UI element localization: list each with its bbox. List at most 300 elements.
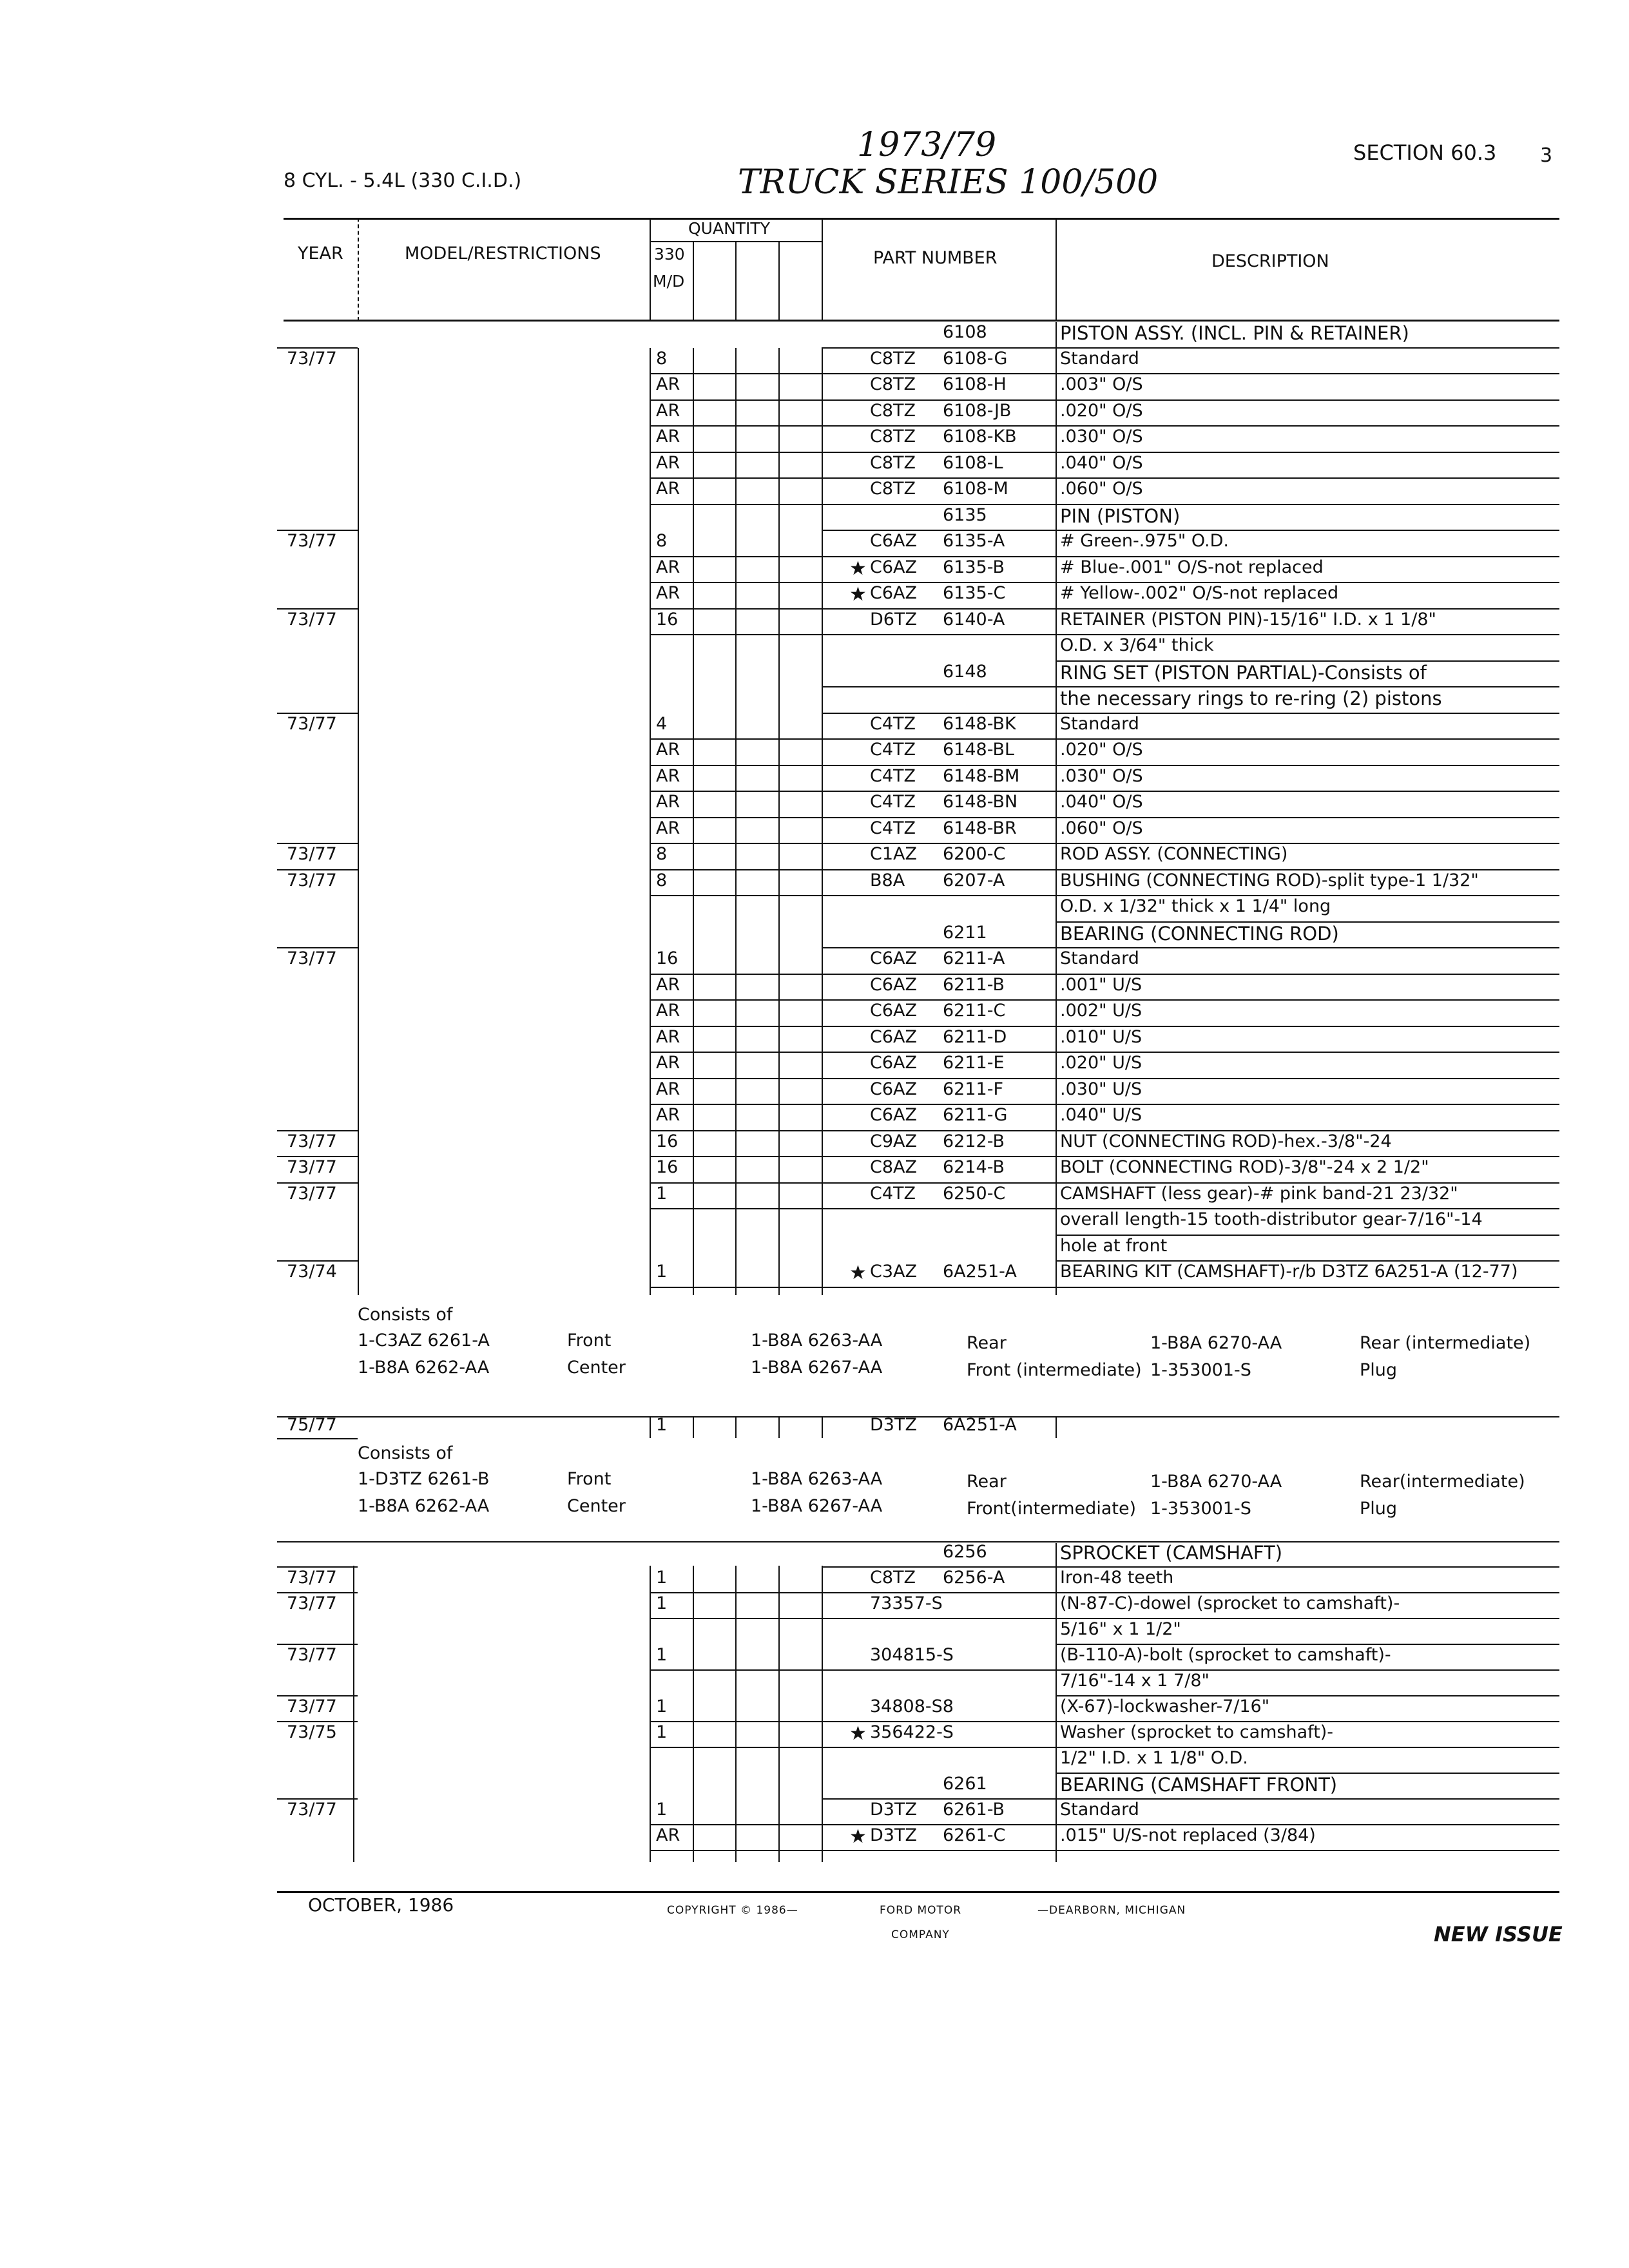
- footer-company-2: COMPANY: [891, 1928, 950, 1941]
- row-part-number: 6135-A: [943, 531, 1005, 551]
- table-row: [0, 1696, 1629, 1722]
- row-description: the necessary rings to re-ring (2) pistons: [1060, 687, 1442, 709]
- row-year: 73/77: [287, 1131, 337, 1151]
- kit-item: 1-D3TZ 6261-B: [358, 1469, 490, 1489]
- row-qty: 8: [656, 348, 668, 369]
- row-year: 73/77: [287, 1568, 337, 1588]
- row-description: .020" O/S: [1060, 400, 1143, 421]
- row-part-prefix: C6AZ: [870, 1053, 917, 1073]
- kit-item: 1-B8A 6267-AA: [751, 1496, 883, 1516]
- row-part-prefix: C4TZ: [870, 713, 916, 734]
- table-row: [0, 714, 1629, 740]
- row-part-number: 6108-M: [943, 479, 1008, 499]
- header-bottom-rule: [284, 320, 1559, 322]
- footer-company-1: FORD MOTOR: [880, 1904, 962, 1917]
- table-row: [0, 1209, 1629, 1235]
- page-title: TRUCK SERIES 100/500: [738, 163, 1159, 202]
- table-row: [0, 1001, 1629, 1026]
- table-row: [0, 975, 1629, 1001]
- row-part-number: 6211-F: [943, 1079, 1003, 1099]
- kit-item: Plug: [1360, 1499, 1398, 1519]
- row-part-prefix: D3TZ: [870, 1415, 917, 1435]
- row-part-prefix: C9AZ: [870, 1131, 917, 1151]
- kit-item: Rear: [967, 1333, 1007, 1353]
- table-row: [0, 374, 1629, 400]
- row-year: 73/77: [287, 1593, 337, 1613]
- row-part-prefix: 73357-S: [870, 1593, 943, 1613]
- row-part-number: 6261: [943, 1774, 987, 1794]
- table-top-rule: [284, 218, 1559, 220]
- table-row: [0, 1236, 1629, 1262]
- row-description: .003" O/S: [1060, 374, 1143, 394]
- row-part-prefix: 356422-S: [870, 1722, 954, 1742]
- row-description: (X-67)-lockwasher-7/16": [1060, 1696, 1270, 1716]
- row-part-prefix: C1AZ: [870, 844, 917, 864]
- qty-divider-left: [650, 218, 651, 321]
- row-part-number: 6108-G: [943, 348, 1008, 369]
- row-description: RING SET (PISTON PARTIAL)-Consists of: [1060, 661, 1427, 684]
- table-row: [0, 766, 1629, 792]
- row-qty: 1: [656, 1183, 668, 1204]
- table-row: [0, 1568, 1629, 1593]
- row-qty: AR: [656, 818, 680, 838]
- table-row: [0, 923, 1629, 948]
- row-part-prefix: C6AZ: [870, 1079, 917, 1099]
- year-rule: [277, 869, 358, 870]
- row-description: .040" O/S: [1060, 452, 1143, 473]
- row-qty: 16: [656, 1157, 679, 1177]
- table-row: [0, 583, 1629, 609]
- row-qty: 1: [656, 1645, 668, 1665]
- row-part-prefix: C4TZ: [870, 818, 916, 838]
- row-year: 73/74: [287, 1262, 337, 1282]
- kit-item: Plug: [1360, 1360, 1398, 1380]
- model-years: 1973/79: [857, 126, 997, 164]
- row-qty: AR: [656, 427, 680, 447]
- row-description: # Green-.975" O.D.: [1060, 531, 1229, 551]
- col-qty-330: 330: [654, 245, 685, 264]
- row-part-number: 6211-G: [943, 1105, 1008, 1125]
- row-description: .002" U/S: [1060, 1001, 1142, 1021]
- row-year: 73/77: [287, 1800, 337, 1820]
- engine-label: 8 CYL. - 5.4L (330 C.I.D.): [284, 169, 522, 192]
- row-part-number: 6148-BL: [943, 740, 1015, 760]
- row-part-number: 6256-A: [943, 1568, 1005, 1588]
- row-qty: AR: [656, 740, 680, 760]
- row-part-prefix: C6AZ: [870, 1026, 917, 1047]
- row-description: PIN (PISTON): [1060, 505, 1181, 527]
- row-part-number: 6211-D: [943, 1026, 1007, 1047]
- kit1-consists: Consists of: [358, 1305, 453, 1325]
- row-rule: [650, 1287, 1559, 1288]
- kit-item: Rear (intermediate): [1360, 1333, 1531, 1353]
- row-description: Iron-48 teeth: [1060, 1568, 1174, 1588]
- year-rule: [277, 1695, 358, 1696]
- row-part-number: 6211-E: [943, 1053, 1005, 1073]
- row-star: ★: [849, 1825, 867, 1848]
- row-part-number: 6A251-A: [943, 1415, 1017, 1435]
- kit-item: 1-353001-S: [1150, 1499, 1251, 1519]
- row-part-prefix: C6AZ: [870, 583, 917, 603]
- table-row: [0, 1671, 1629, 1696]
- row-description: 5/16" x 1 1/2": [1060, 1619, 1181, 1639]
- row-description: .020" O/S: [1060, 740, 1143, 760]
- row-description: .040" O/S: [1060, 792, 1143, 812]
- row-part-number: 6256: [943, 1542, 987, 1562]
- row-part-prefix: C6AZ: [870, 948, 917, 968]
- year-rule: [277, 843, 358, 844]
- kit-item: Rear(intermediate): [1360, 1472, 1525, 1492]
- row-part-number: 6211: [943, 922, 987, 943]
- row-qty: AR: [656, 765, 680, 786]
- table-row: [0, 1157, 1629, 1183]
- table-row: [0, 818, 1629, 844]
- table-row: [0, 1645, 1629, 1671]
- qty-col-line: [735, 241, 737, 320]
- row-part-number: 6211-C: [943, 1001, 1006, 1021]
- row-description: Washer (sprocket to camshaft)-: [1060, 1722, 1334, 1742]
- row-part-prefix: C6AZ: [870, 531, 917, 551]
- kit-item: 1-B8A 6262-AA: [358, 1358, 490, 1378]
- row-part-number: 6135: [943, 505, 987, 525]
- row-year: 73/77: [287, 870, 337, 890]
- table-row: [0, 479, 1629, 505]
- row-qty: AR: [656, 792, 680, 812]
- table-row: [0, 1619, 1629, 1645]
- row-year: 73/77: [287, 1645, 337, 1665]
- row-qty: AR: [656, 1105, 680, 1125]
- row-part-prefix: C4TZ: [870, 765, 916, 786]
- row-description: .060" O/S: [1060, 818, 1143, 838]
- row-part-prefix: B8A: [870, 870, 905, 890]
- row-year: 73/77: [287, 713, 337, 734]
- row-part-prefix: C8TZ: [870, 374, 916, 394]
- row-part-prefix: C6AZ: [870, 1001, 917, 1021]
- table-row: [0, 427, 1629, 452]
- kit-item: 1-B8A 6270-AA: [1150, 1333, 1282, 1353]
- row-qty: 1: [656, 1696, 668, 1716]
- row-part-prefix: D3TZ: [870, 1800, 917, 1820]
- kit-item: 1-B8A 6263-AA: [751, 1469, 883, 1489]
- table-row: [0, 1748, 1629, 1774]
- row-part-number: 6108-JB: [943, 400, 1012, 421]
- row-year: 73/77: [287, 1696, 337, 1716]
- footer-copyright: COPYRIGHT © 1986—: [667, 1904, 798, 1917]
- row-qty: 8: [656, 844, 668, 864]
- footer-date: OCTOBER, 1986: [308, 1894, 454, 1916]
- row-part-prefix: C6AZ: [870, 557, 917, 577]
- row-qty: 1: [656, 1722, 668, 1742]
- kit-item: Front: [567, 1469, 612, 1489]
- row-part-prefix: C4TZ: [870, 1183, 916, 1204]
- year-rule: [277, 608, 358, 610]
- row-description: .030" O/S: [1060, 427, 1143, 447]
- row-qty: AR: [656, 1825, 680, 1845]
- row-description: NUT (CONNECTING ROD)-hex.-3/8"-24: [1060, 1131, 1392, 1151]
- year-rule: [277, 1156, 358, 1157]
- section-label: SECTION 60.3: [1353, 140, 1497, 165]
- row-part-prefix: C8TZ: [870, 400, 916, 421]
- kit-item: Front(intermediate): [967, 1499, 1137, 1519]
- row-qty: AR: [656, 400, 680, 421]
- page-number: 3: [1540, 144, 1553, 167]
- kit-item: 1-B8A 6262-AA: [358, 1496, 490, 1516]
- row-year: 73/77: [287, 531, 337, 551]
- kit-item: 1-B8A 6263-AA: [751, 1331, 883, 1350]
- row-qty: AR: [656, 452, 680, 473]
- row-part-number: 6261-C: [943, 1825, 1006, 1845]
- year-rule: [277, 1182, 358, 1184]
- row-qty: 1: [656, 1262, 668, 1282]
- row-description: BEARING KIT (CAMSHAFT)-r/b D3TZ 6A251-A (12-77): [1060, 1262, 1518, 1282]
- row-qty: AR: [656, 557, 680, 577]
- row-year: 73/77: [287, 348, 337, 369]
- table-row: [0, 1184, 1629, 1209]
- row-part-number: 6108-L: [943, 452, 1003, 473]
- row-qty: 1: [656, 1568, 668, 1588]
- row-year: 73/77: [287, 1157, 337, 1177]
- year-rule: [277, 1260, 358, 1262]
- row-description: (B-110-A)-bolt (sprocket to camshaft)-: [1060, 1645, 1391, 1665]
- row-description: overall length-15 tooth-distributor gear-7/16"-14: [1060, 1209, 1483, 1229]
- table-row: [0, 1593, 1629, 1619]
- table-row: [0, 1415, 1629, 1441]
- row-description: .040" U/S: [1060, 1105, 1142, 1125]
- table-row: [0, 1131, 1629, 1157]
- row-star: ★: [849, 583, 867, 606]
- kit-item: Front: [567, 1331, 612, 1350]
- row-star: ★: [849, 1262, 867, 1284]
- kit-item: 1-353001-S: [1150, 1360, 1251, 1380]
- table-row: [0, 1079, 1629, 1105]
- row-description: BEARING (CAMSHAFT FRONT): [1060, 1774, 1338, 1796]
- table-row: [0, 531, 1629, 557]
- row-part-prefix: C8AZ: [870, 1157, 917, 1177]
- table-row: [0, 1825, 1629, 1851]
- year-rule: [277, 347, 358, 349]
- row-qty: 16: [656, 948, 679, 968]
- table-row: [0, 1262, 1629, 1287]
- row-description: Standard: [1060, 1800, 1139, 1820]
- year-rule: [277, 530, 358, 531]
- row-description: RETAINER (PISTON PIN)-15/16" I.D. x 1 1/8": [1060, 609, 1436, 629]
- row-part-number: 6214-B: [943, 1157, 1005, 1177]
- kit-item: Center: [567, 1358, 626, 1378]
- row-qty: 16: [656, 1131, 679, 1151]
- row-qty: AR: [656, 1053, 680, 1073]
- year-rule: [277, 1566, 358, 1568]
- year-rule: [277, 1130, 358, 1131]
- table-row: [0, 610, 1629, 635]
- qty-col-line: [778, 241, 780, 320]
- row-part-prefix: D3TZ: [870, 1825, 917, 1845]
- row-part-prefix: D6TZ: [870, 609, 917, 629]
- row-description: Standard: [1060, 348, 1139, 369]
- row-description: CAMSHAFT (less gear)-# pink band-21 23/32": [1060, 1183, 1458, 1204]
- footer-location: —DEARBORN, MICHIGAN: [1037, 1904, 1186, 1917]
- row-part-prefix: C8TZ: [870, 427, 916, 447]
- row-part-prefix: C4TZ: [870, 792, 916, 812]
- col-qty-md: M/D: [653, 272, 685, 291]
- row-description: O.D. x 1/32" thick x 1 1/4" long: [1060, 896, 1331, 916]
- table-row: [0, 896, 1629, 922]
- row-qty: 1: [656, 1415, 668, 1435]
- table-row: [0, 792, 1629, 818]
- table-row: [0, 322, 1629, 348]
- row-qty: 1: [656, 1800, 668, 1820]
- year-divider: [358, 218, 359, 321]
- year-rule: [277, 1592, 358, 1593]
- row-qty: AR: [656, 1026, 680, 1047]
- row-part-number: 6108: [943, 322, 987, 342]
- issue-label: NEW ISSUE: [1434, 1922, 1563, 1946]
- row-part-prefix: C8TZ: [870, 1568, 916, 1588]
- row-star: ★: [849, 1722, 867, 1745]
- row-description: .060" O/S: [1060, 479, 1143, 499]
- row-year: 73/77: [287, 1183, 337, 1204]
- row-part-prefix: 304815-S: [870, 1645, 954, 1665]
- col-quantity: QUANTITY: [688, 219, 770, 238]
- year-rule: [277, 1644, 358, 1645]
- col-description: DESCRIPTION: [1211, 251, 1329, 271]
- row-qty: 8: [656, 870, 668, 890]
- table-row: [0, 505, 1629, 531]
- row-part-prefix: C8TZ: [870, 348, 916, 369]
- row-star: ★: [849, 557, 867, 580]
- row-year: 75/77: [287, 1415, 337, 1435]
- row-description: .015" U/S-not replaced (3/84): [1060, 1825, 1316, 1845]
- row-part-number: 6212-B: [943, 1131, 1005, 1151]
- kit2-consists: Consists of: [358, 1443, 453, 1463]
- table-row: [0, 1722, 1629, 1748]
- row-part-prefix: C4TZ: [870, 740, 916, 760]
- table-row: [0, 557, 1629, 583]
- year-rule: [277, 1798, 358, 1800]
- year-rule: [277, 713, 358, 714]
- row-description: .020" U/S: [1060, 1053, 1142, 1073]
- table-row: [0, 635, 1629, 661]
- row-part-number: 6108-H: [943, 374, 1007, 394]
- table-row: [0, 844, 1629, 870]
- qty-col-line: [693, 241, 694, 320]
- row-part-number: 6108-KB: [943, 427, 1017, 447]
- kit-item: Front (intermediate): [967, 1360, 1142, 1380]
- row-part-prefix: C8TZ: [870, 479, 916, 499]
- row-part-prefix: C8TZ: [870, 452, 916, 473]
- row-part-prefix: C6AZ: [870, 974, 917, 995]
- row-part-number: 6200-C: [943, 844, 1006, 864]
- table-row: [0, 948, 1629, 974]
- row-part-number: 6211-B: [943, 974, 1005, 995]
- table-row: [0, 1542, 1629, 1568]
- row-qty: 1: [656, 1593, 668, 1613]
- row-description: PISTON ASSY. (INCL. PIN & RETAINER): [1060, 322, 1409, 344]
- row-description: (N-87-C)-dowel (sprocket to camshaft)-: [1060, 1593, 1400, 1613]
- table-row: [0, 1105, 1629, 1131]
- row-description: Standard: [1060, 948, 1139, 968]
- table-row: [0, 453, 1629, 479]
- row-part-prefix: C6AZ: [870, 1105, 917, 1125]
- row-part-prefix: C3AZ: [870, 1262, 917, 1282]
- table-row: [0, 1774, 1629, 1800]
- row-part-number: 6261-B: [943, 1800, 1005, 1820]
- row-description: .001" U/S: [1060, 974, 1142, 995]
- row-part-number: 6135-B: [943, 557, 1005, 577]
- table-row: [0, 1027, 1629, 1053]
- row-qty: AR: [656, 479, 680, 499]
- row-description: 7/16"-14 x 1 7/8": [1060, 1671, 1210, 1691]
- row-year: 73/77: [287, 844, 337, 864]
- kit-item: 1-B8A 6270-AA: [1150, 1472, 1282, 1492]
- row-qty: 16: [656, 609, 679, 629]
- row-description: # Yellow-.002" O/S-not replaced: [1060, 583, 1339, 603]
- col-year: YEAR: [298, 244, 343, 264]
- table-row: [0, 349, 1629, 374]
- row-description: BEARING (CONNECTING ROD): [1060, 922, 1339, 945]
- kit-item: Center: [567, 1496, 626, 1516]
- col-part-number: PART NUMBER: [873, 248, 998, 268]
- row-part-number: 6140-A: [943, 609, 1005, 629]
- row-part-number: 6211-A: [943, 948, 1005, 968]
- row-description: .030" U/S: [1060, 1079, 1142, 1099]
- row-part-number: 6148-BK: [943, 713, 1016, 734]
- row-qty: 8: [656, 531, 668, 551]
- row-description: SPROCKET (CAMSHAFT): [1060, 1542, 1283, 1564]
- row-description: # Blue-.001" O/S-not replaced: [1060, 557, 1324, 577]
- table-row: [0, 1053, 1629, 1079]
- table-row: [0, 662, 1629, 687]
- row-qty: 4: [656, 713, 668, 734]
- year-rule: [277, 1721, 358, 1722]
- table-row: [0, 1800, 1629, 1825]
- row-rule: [650, 1850, 1559, 1851]
- row-part-number: 6148-BN: [943, 792, 1018, 812]
- row-year: 73/77: [287, 609, 337, 629]
- row-part-number: 6250-C: [943, 1183, 1006, 1204]
- table-row: [0, 870, 1629, 896]
- footer-rule: [277, 1891, 1559, 1893]
- row-part-number: 6148-BR: [943, 818, 1017, 838]
- row-part-number: 6148-BM: [943, 765, 1020, 786]
- row-part-prefix: 34808-S8: [870, 1696, 954, 1716]
- row-qty: AR: [656, 1001, 680, 1021]
- row-part-number: 6207-A: [943, 870, 1005, 890]
- kit-item: 1-B8A 6267-AA: [751, 1358, 883, 1378]
- row-qty: AR: [656, 583, 680, 603]
- row-description: hole at front: [1060, 1235, 1168, 1256]
- desc-divider: [1055, 218, 1057, 321]
- row-qty: AR: [656, 974, 680, 995]
- row-part-number: 6135-C: [943, 583, 1006, 603]
- row-year: 73/77: [287, 948, 337, 968]
- row-qty: AR: [656, 374, 680, 394]
- row-year: 73/75: [287, 1722, 337, 1742]
- table-row: [0, 740, 1629, 765]
- year-rule: [277, 947, 358, 948]
- row-part-number: 6A251-A: [943, 1262, 1017, 1282]
- row-description: Standard: [1060, 713, 1139, 734]
- table-row: [0, 687, 1629, 713]
- row-description: 1/2" I.D. x 1 1/8" O.D.: [1060, 1748, 1248, 1768]
- row-description: BUSHING (CONNECTING ROD)-split type-1 1/32": [1060, 870, 1479, 890]
- row-description: .010" U/S: [1060, 1026, 1142, 1047]
- col-model: MODEL/RESTRICTIONS: [405, 244, 601, 264]
- row-description: .030" O/S: [1060, 765, 1143, 786]
- kit-item: 1-C3AZ 6261-A: [358, 1331, 490, 1350]
- kit-item: Rear: [967, 1472, 1007, 1492]
- row-part-number: 6148: [943, 661, 987, 682]
- row-description: BOLT (CONNECTING ROD)-3/8"-24 x 2 1/2": [1060, 1157, 1429, 1177]
